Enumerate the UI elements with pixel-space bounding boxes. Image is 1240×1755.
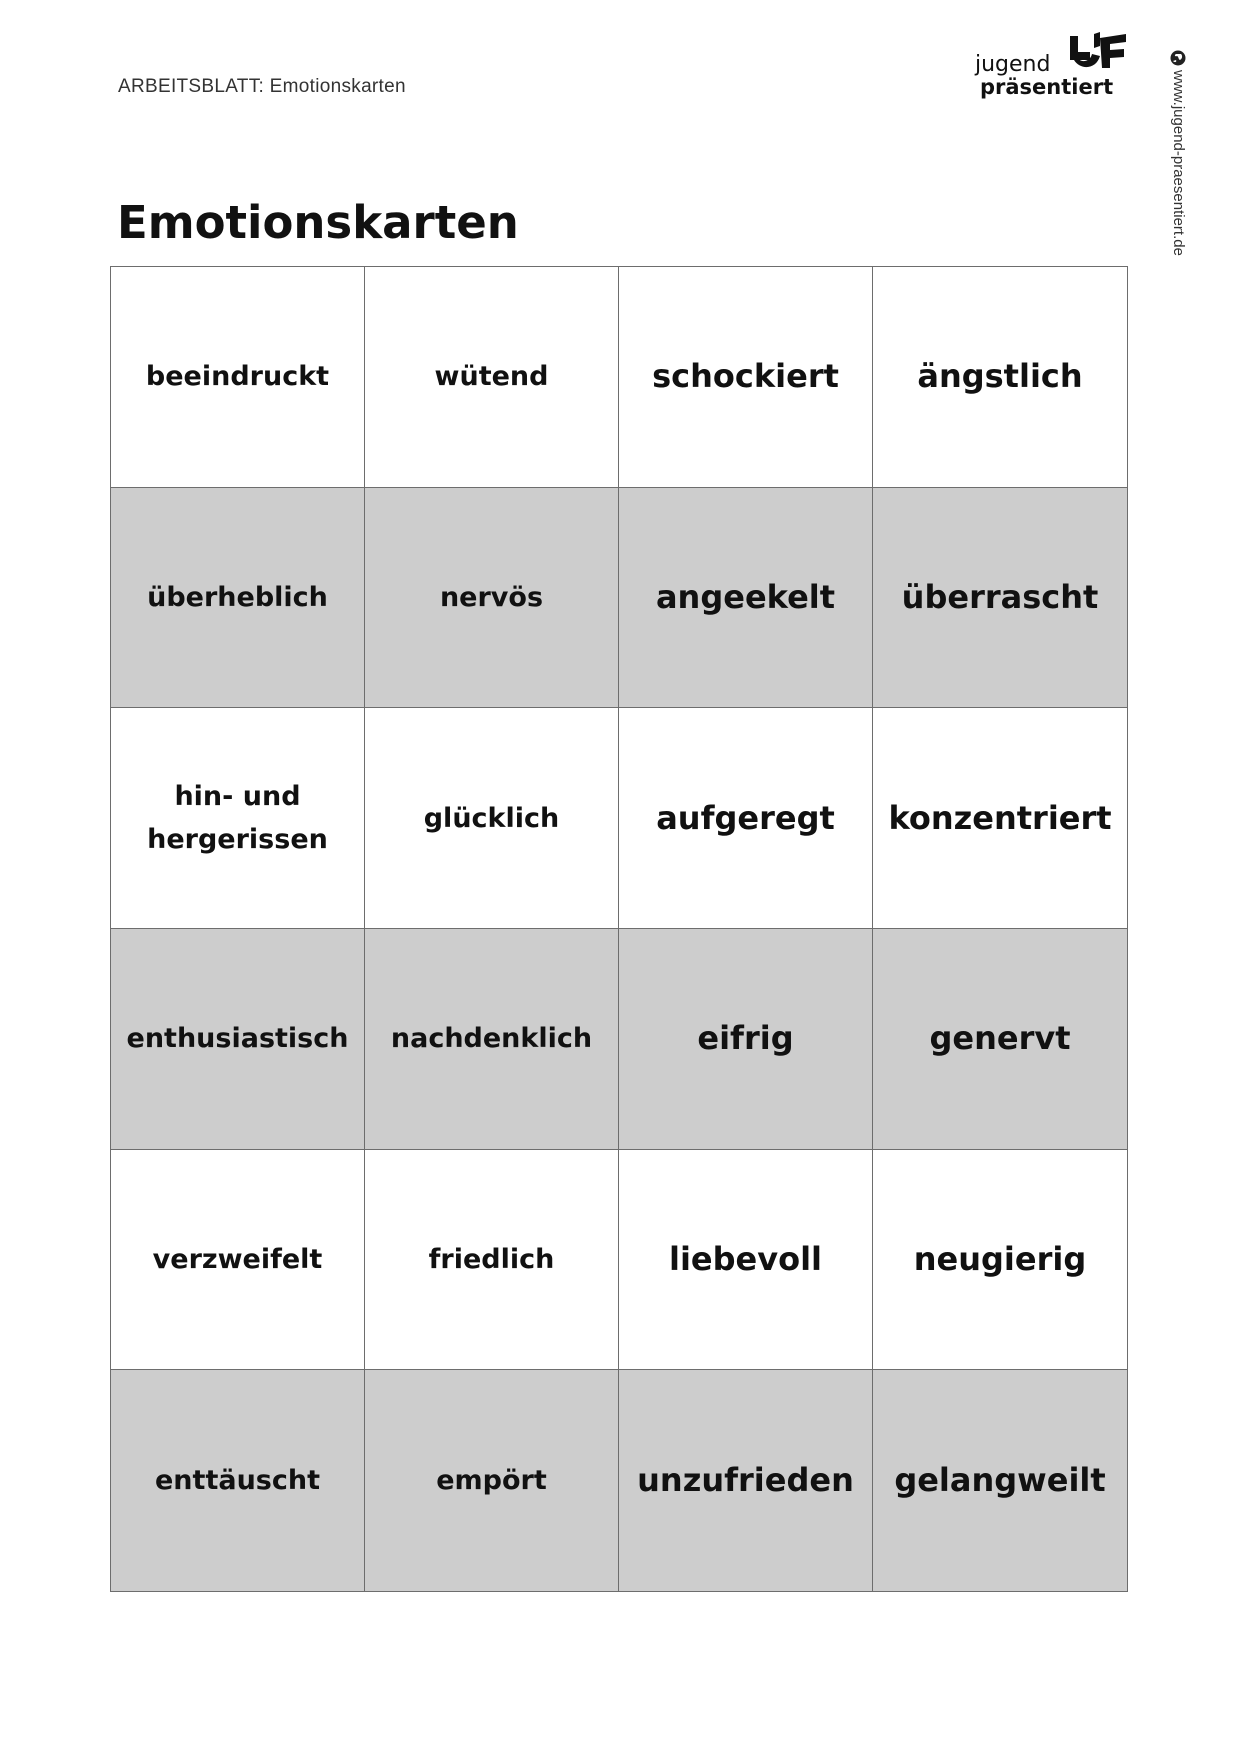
emotion-card: angeekelt [619,488,873,709]
emotion-card-grid [110,266,1128,1592]
page-title: Emotionskarten [117,196,519,249]
jugend-praesentiert-logo [970,30,1130,110]
emotion-card: eifrig [619,929,873,1150]
website-url-text: www.jugend-praesentiert.de [1170,70,1187,256]
emotion-card: glücklich [365,708,619,929]
emotion-card: friedlich [365,1150,619,1371]
emotion-card: überrascht [873,488,1127,709]
emotion-card: wütend [365,267,619,488]
emotion-card: nachdenklich [365,929,619,1150]
emotion-card: beeindruckt [111,267,365,488]
emotion-card: unzufrieden [619,1370,873,1591]
emotion-card: aufgeregt [619,708,873,929]
logo-text-jugend: jugend [975,52,1051,77]
emotion-card: liebevoll [619,1150,873,1371]
emotion-card: gelangweilt [873,1370,1127,1591]
emotion-card: genervt [873,929,1127,1150]
website-url [1170,50,1187,256]
emotion-card: neugierig [873,1150,1127,1371]
emotion-card: enttäuscht [111,1370,365,1591]
logo-mark-icon [1066,30,1128,74]
emotion-card: verzweifelt [111,1150,365,1371]
emotion-card: hin- und hergerissen [111,708,365,929]
emotion-card: konzentriert [873,708,1127,929]
globe-icon [1171,50,1187,66]
emotion-card: schockiert [619,267,873,488]
emotion-card: enthusiastisch [111,929,365,1150]
emotion-card: ängstlich [873,267,1127,488]
worksheet-label: ARBEITSBLATT: Emotionskarten [118,76,406,97]
emotion-card: empört [365,1370,619,1591]
emotion-card: nervös [365,488,619,709]
emotion-card: überheblich [111,488,365,709]
logo-text-praesentiert: präsentiert [980,75,1114,99]
